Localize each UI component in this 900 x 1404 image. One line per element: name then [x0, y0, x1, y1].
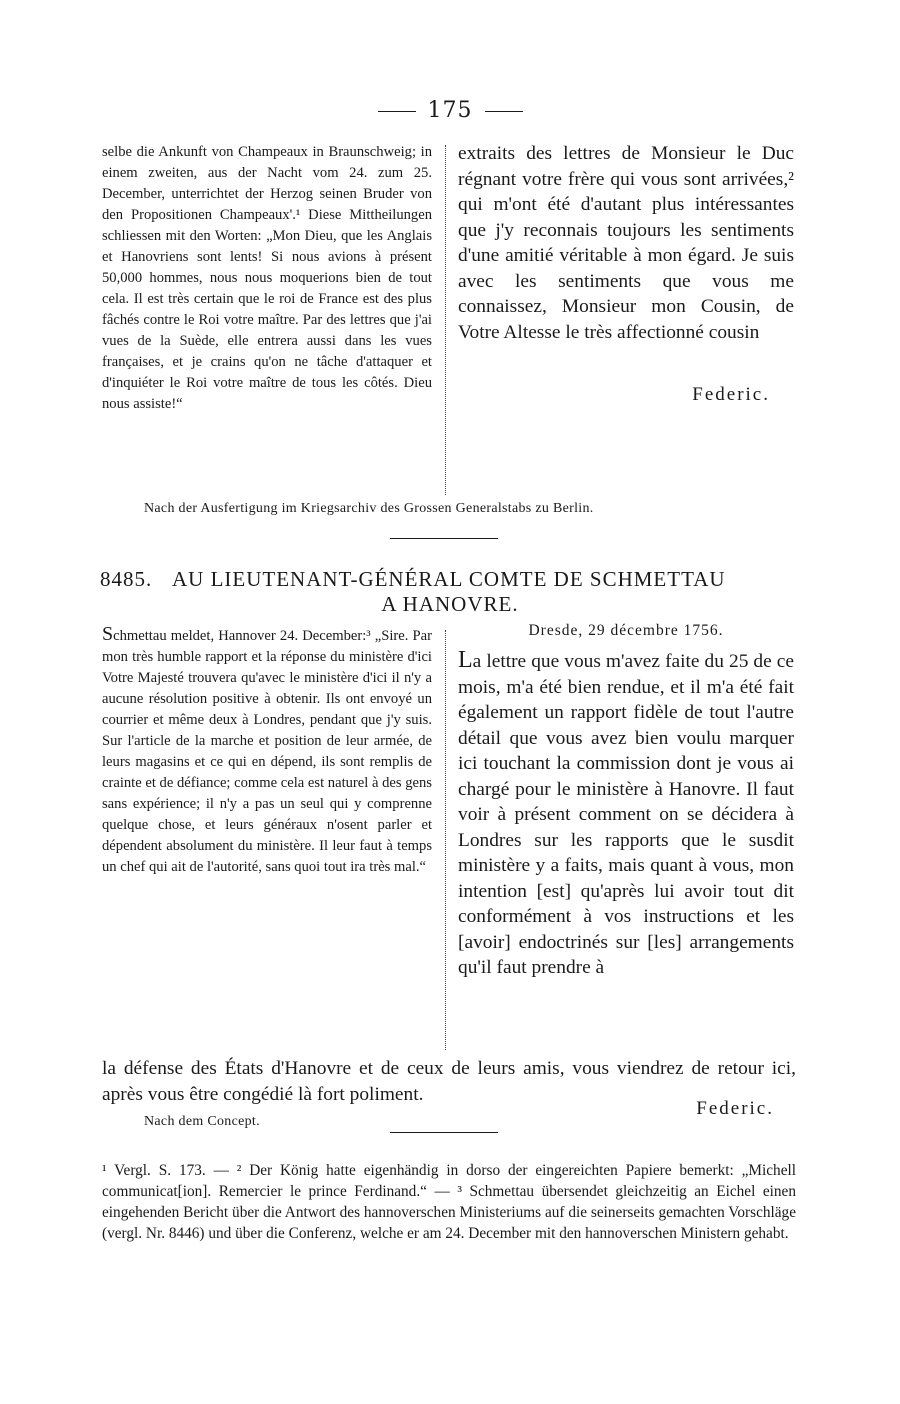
footnotes [102, 1160, 796, 1244]
letter-left-dropcap: S [102, 623, 114, 645]
prev-letter-source-note: Nach der Ausfertigung im Kriegsarchiv des Grossen Generalstabs zu Berlin. [144, 501, 594, 516]
letter-right-text: a lettre que vous m'avez faite du 25 de ce mois, m'a été bien rendue, et il m'a été fait également un rapport fidèle de tout l'autre détail que vous avez bien voulu marquer ici touchant la commission dont je vous ai chargé pour le ministère à Hanovre. Il faut voir à présent comment on se décidera à Londres sur les rapports que le susdit ministère y a faits, mais quant à vous, mon intention [est] qu'après lui avoir tout dit conformément à vos instructions et les [avoir] endoctrinés sur [les] arrangements qu'il faut prendre à [458, 651, 794, 978]
header-dash-left [378, 111, 416, 112]
prev-letter-left-column [102, 142, 432, 415]
letter-continuation-text: la défense des États d'Hanovre et de ceux de leurs amis, vous viendrez de retour ici, après vous être congédié là fort poliment. [102, 1058, 796, 1105]
letter-dateline: Dresde, 29 décembre 1756. [528, 622, 724, 639]
prev-letter-signature: Federic. [692, 384, 770, 405]
page-header [0, 98, 900, 123]
letter-right-dropcap: L [458, 647, 473, 673]
letter-left-column [102, 624, 432, 878]
letter-title-line2: A HANOVRE. [381, 592, 519, 616]
column-divider-top [445, 145, 446, 495]
letter-title-line1: AU LIEUTENANT-GÉNÉRAL COMTE DE SCHMETTAU [172, 567, 726, 591]
letter-right-column [458, 648, 794, 981]
prev-letter-left-text: selbe die Ankunft von Champeaux in Braunschweig; in einem zweiten, aus der Nacht vom 24. zum 25. December, unterrichtet der Herzog seinen Bruder von den Propositionen Champeaux'.¹ Diese Mittheilungen schliessen mit den Worten: „Mon Dieu, que les Anglais et Hanovriens sont lents! Si nous avions à présent 50,000 hommes, nous nous moquerions bien de tout cela. Il est très certain que le roi de France est des plus fâchés contre le Roi votre maître. Par des lettres que j'ai vues de la Suède, elle entrera aussi dans les vues françaises, et je crains qu'on ne tâche d'attaquer et d'inquiéter le Roi votre maître de tous les côtés. Dieu nous assiste!“ [102, 144, 432, 412]
prev-letter-right-text: extraits des lettres de Monsieur le Duc régnant votre frère qui vous sont arrivées,² qui m'ont été d'autant plus intéressantes que j'y reconnais toujours les sentiments d'une amitié véritable à mon égard. Je suis avec les sentiments que vous me connaissez, Monsieur mon Cousin, de Votre Altesse le très affectionné cousin [458, 143, 794, 343]
page-number: 175 [427, 98, 473, 123]
letter-number: 8485. [100, 567, 153, 591]
letter-left-text: chmettau meldet, Hannover 24. December:³ „Sire. Par mon très humble rapport et la réponse du ministère d'ici Votre Majesté trouvera qu'avec le ministère d'ici il n'y a aucune résolution positive à obtenir. Ils ont envoyé un courrier et même deux à Londres, pendant que j'y suis. Sur l'article de la marche et position de leur armée, de leurs magasins et ce qui en dépend, ils sont remplis de crainte et de défiance; comme cela est naturel à des gens sans expérience; il n'y a pas un seul qui y comprenne quelque chose, et leurs généraux n'osent parler et dépendent absolument du ministère. Il leur faut à temps un chef qui ait de l'autorité, sans quoi tout ira très mal.“ [102, 628, 432, 875]
letter-signature: Federic. [696, 1098, 774, 1119]
footnote-rule [390, 1132, 498, 1133]
prev-letter-right-column [458, 141, 794, 345]
header-dash-right [485, 111, 523, 112]
footnotes-text: ¹ Vergl. S. 173. — ² Der König hatte eigenhändig in dorso der eingereichten Papiere bemerkt: „Michell communicat[ion]. Remercier le prince Ferdinand.“ — ³ Schmettau übersendet gleichzeitig an Eichel einen eingehenden Bericht über die Antwort des hannoverschen Ministeriums auf die seinerseits gemachten Vorschläge (vergl. Nr. 8446) und über die Conferenz, welche er am 24. December mit den hannoverschen Ministern gehabt. [102, 1162, 796, 1242]
letter-heading [100, 566, 800, 618]
letter-source-note: Nach dem Concept. [144, 1114, 260, 1129]
column-divider-bottom [445, 630, 446, 1050]
section-rule [390, 538, 498, 539]
